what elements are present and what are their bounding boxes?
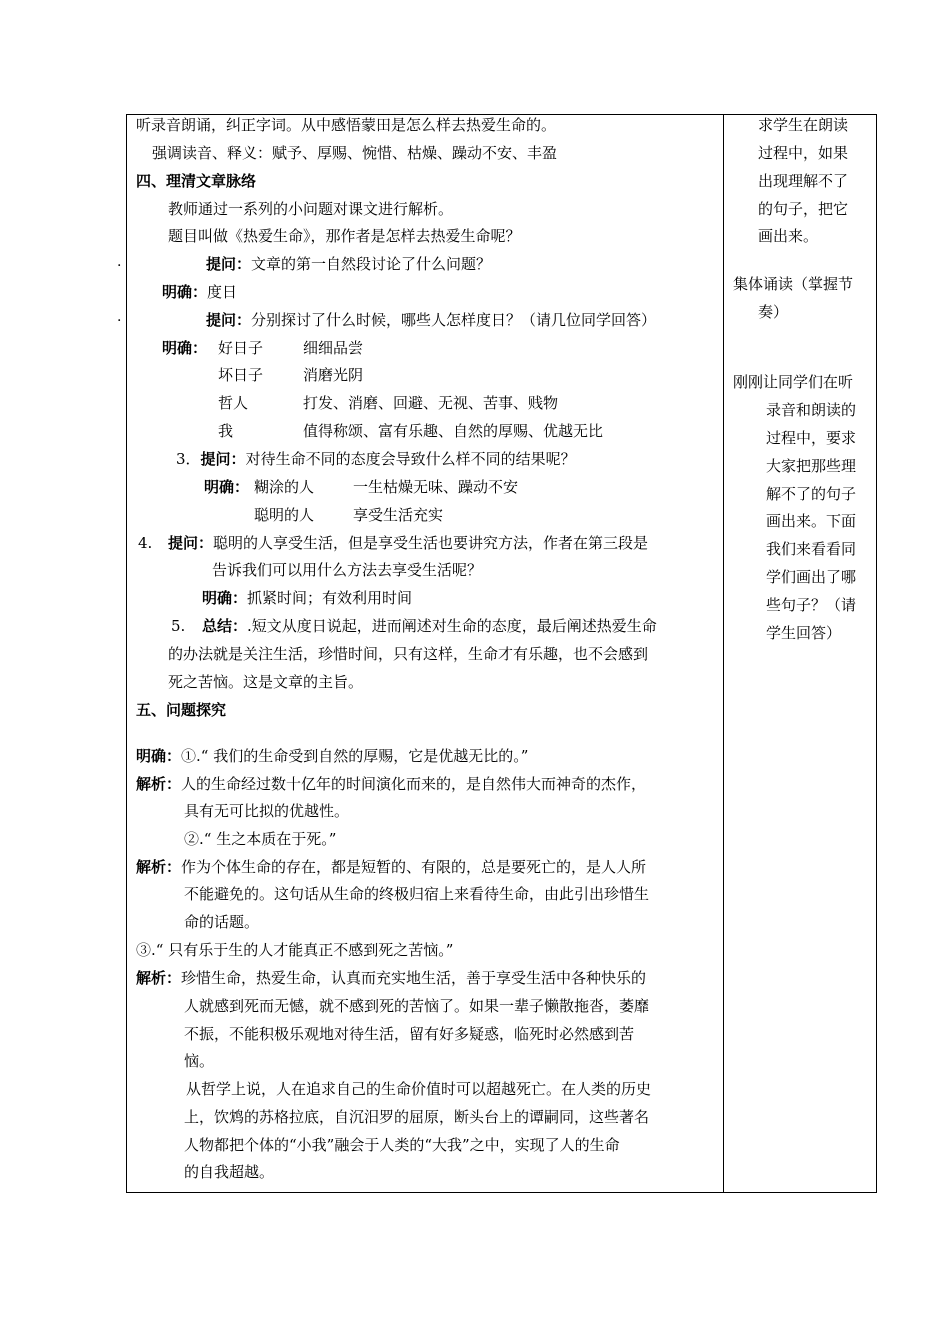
text-line: 恼。 (184, 1052, 215, 1070)
margin-dot: · (117, 258, 122, 274)
text-line: 告诉我们可以用什么方法去享受生活呢？ (212, 561, 483, 579)
text-line: 具有无可比拟的优越性。 (184, 802, 350, 820)
side-note-line: 集体诵读（掌握节 (733, 275, 854, 293)
side-note-line: 解不了的句子 (766, 485, 857, 503)
summary-line (202, 616, 657, 636)
item-number: 4. (138, 534, 153, 552)
text-line: 从哲学上说，人在追求自己的生命价值时可以超越死亡。在人类的历史 (186, 1080, 652, 1098)
answer-text: 抓紧时间；有效利用时间 (247, 589, 413, 607)
margin-dot: · (117, 313, 122, 329)
row-desc: 消磨光阴 (303, 366, 364, 384)
row-term: 我 (218, 422, 234, 440)
side-note-line: 奏） (758, 303, 789, 321)
text-line: 题目叫做《热爱生命》，那作者是怎样去热爱生命呢？ (168, 227, 521, 245)
analysis-text: 作为个体生命的存在，都是短暂的、有限的，总是要死亡的，是人人所 (181, 858, 647, 876)
analysis-line (136, 857, 646, 877)
item-number: 5. (171, 617, 186, 635)
row-term: 哲人 (218, 394, 249, 412)
summary-text: .短文从度日说起，进而阐述对生命的态度，最后阐述热爱生命 (247, 617, 657, 635)
text-line: 的办法就是关注生活，珍惜时间，只有这样，生命才有乐趣，也不会感到 (168, 645, 649, 663)
text-line: 命的话题。 (184, 913, 260, 931)
column-divider (723, 114, 724, 1193)
text-line: 人就感到死而无憾，就不感到死的苦恼了。如果一辈子懒散拖沓，萎靡 (184, 997, 650, 1015)
analysis-line (136, 774, 646, 794)
row-term: 好日子 (218, 339, 264, 357)
side-note-line: 画出来。下面 (766, 512, 857, 530)
text-line: 听录音朗诵，纠正字词。从中感悟蒙田是怎么样去热爱生命的。 (136, 116, 557, 134)
answer-label: 明确： (162, 339, 208, 357)
text-line: 教师通过一系列的小问题对课文进行解析。 (168, 200, 454, 218)
section-heading: 五、问题探究 (136, 701, 227, 719)
side-note-line: 学们画出了哪 (766, 568, 857, 586)
side-note-line: 大家把那些理 (766, 457, 857, 475)
section-heading: 四、理清文章脉络 (136, 172, 257, 190)
side-note-line: 些句子？（请 (766, 596, 857, 614)
side-note-line: 的句子，把它 (758, 200, 849, 218)
question-text: 聪明的人享受生活，但是享受生活也要讲究方法，作者在第三段是 (213, 534, 649, 552)
row-desc: 打发、消磨、回避、无视、苦事、贱物 (303, 394, 559, 412)
question-line (168, 533, 648, 553)
answer-label: 明确： (204, 478, 250, 496)
analysis-label: 解析： (136, 969, 182, 987)
answer-text: 度日 (207, 283, 238, 301)
text-line: 强调读音、释义：赋予、厚赐、惋惜、枯燥、躁动不安、丰盈 (152, 144, 558, 162)
summary-label: 总结： (202, 617, 248, 635)
analysis-label: 解析： (136, 775, 182, 793)
answer-label: 明确： (136, 747, 182, 765)
side-note-line: 出现理解不了 (758, 172, 849, 190)
answer-term: 聪明的人 (254, 506, 315, 524)
question-text: 对待生命不同的态度会导致什么样不同的结果呢？ (245, 450, 576, 468)
quote-line: ②.“ 生之本质在于死。” (184, 830, 337, 848)
side-note-line: 求学生在朗读 (758, 116, 849, 134)
question-label: 提问： (206, 255, 252, 273)
answer-line (162, 282, 237, 302)
question-line (206, 310, 656, 330)
question-label: 提问： (168, 534, 214, 552)
answer-desc: 享受生活充实 (353, 506, 444, 524)
row-desc: 值得称颂、富有乐趣、自然的厚赐、优越无比 (303, 422, 604, 440)
row-desc: 细细品尝 (303, 339, 364, 357)
analysis-label: 解析： (136, 858, 182, 876)
question-label: 提问： (200, 450, 246, 468)
answer-desc: 一生枯燥无味、躁动不安 (353, 478, 519, 496)
analysis-text: 人的生命经过数十亿年的时间演化而来的，是自然伟大而神奇的杰作， (181, 775, 647, 793)
quote-line: ③.“ 只有乐于生的人才能真正不感到死之苦恼。” (136, 941, 454, 959)
analysis-line (136, 968, 646, 988)
text-line: 不振，不能积极乐观地对待生活，留有好多疑惑，临死时必然感到苦 (184, 1025, 635, 1043)
side-note-line: 学生回答） (766, 624, 842, 642)
answer-text: ①.“ 我们的生命受到自然的厚赐，它是优越无比的。” (181, 747, 529, 765)
answer-label: 明确： (202, 589, 248, 607)
question-label: 提问： (206, 311, 252, 329)
row-term: 坏日子 (218, 366, 264, 384)
text-line: 不能避免的。这句话从生命的终极归宿上来看待生命，由此引出珍惜生 (184, 885, 650, 903)
question-line (176, 449, 576, 469)
side-note-line: 过程中，要求 (766, 429, 857, 447)
answer-label: 明确： (162, 283, 208, 301)
side-note-line: 画出来。 (758, 227, 819, 245)
side-note-line: 刚刚让同学们在听 (733, 373, 854, 391)
analysis-text: 珍惜生命，热爱生命，认真而充实地生活，善于享受生活中各种快乐的 (181, 969, 647, 987)
text-line: 人物都把个体的“小我”融会于人类的“大我”之中，实现了人的生命 (184, 1136, 620, 1154)
item-number: 3． (176, 450, 201, 468)
answer-line (136, 746, 528, 766)
question-text: 分别探讨了什么时候，哪些人怎样度日？（请几位同学回答） (251, 311, 657, 329)
side-note-line: 我们来看看同 (766, 540, 857, 558)
question-text: 文章的第一自然段讨论了什么问题？ (251, 255, 492, 273)
side-note-line: 录音和朗读的 (766, 401, 857, 419)
text-line: 上，饮鸩的苏格拉底，自沉汨罗的屈原，断头台上的谭嗣同，这些著名 (184, 1108, 650, 1126)
answer-line (202, 588, 412, 608)
text-line: 的自我超越。 (184, 1163, 275, 1181)
text-line: 死之苦恼。这是文章的主旨。 (168, 673, 364, 691)
question-line (206, 254, 491, 274)
side-note-line: 过程中，如果 (758, 144, 849, 162)
answer-term: 糊涂的人 (254, 478, 315, 496)
